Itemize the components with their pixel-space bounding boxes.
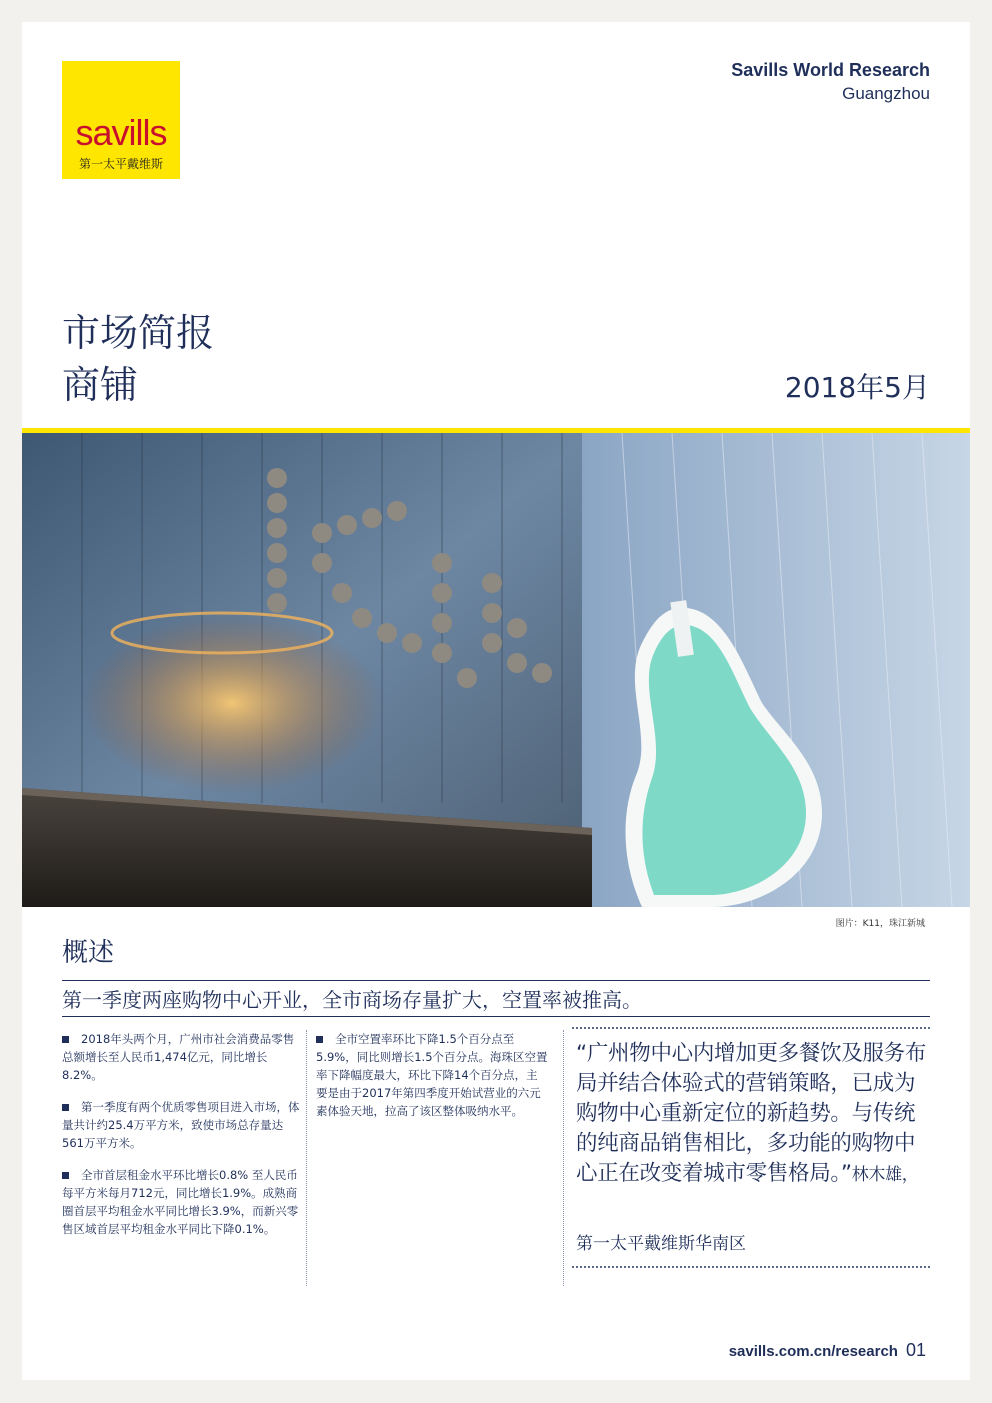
bullet-text: 全市首层租金水平环比增长0.8% 至人民币每平方米每月712元，同比增长1.9%。成熟商圈首层平均租金水平同比增长3.9%，而新兴零售区域首层平均租金水平同比下降0.1%。 [62,1168,299,1236]
brand-title: Savills World Research [731,60,930,80]
quote-text: “广州物中心内增加更多餐饮及服务布局并结合体验式的营销策略，已成为购物中心重新定位的新趋势。与传统的纯商品销售相比，多功能的购物中心正在改变着城市零售格局。” [576,1041,927,1186]
savills-logo[interactable] [62,61,180,179]
cover-photo [22,433,970,907]
brand-city: Guangzhou [842,84,930,103]
bullet-square-icon [62,1104,69,1111]
section-rule-top [62,980,930,981]
footer [729,1340,926,1361]
column-divider [306,1030,307,1286]
pull-quote [576,1039,934,1190]
bullet-item [62,1166,300,1238]
bullets-column-2 [316,1030,548,1134]
page-number: 01 [905,1340,926,1360]
report-subtitle: 商铺 [62,363,139,407]
section-subtitle: 第一季度两座购物中心开业，全市商场存量扩大，空置率被推高。 [62,988,642,1012]
column-divider [563,1030,564,1286]
photo-caption: 图片：K11，珠江新城 [835,919,925,929]
report-date: 2018年5月 [784,371,930,404]
k11-building-illustration [22,433,970,907]
bullet-text: 全市空置率环比下降1.5个百分点至5.9%，同比则增长1.5个百分点。海珠区空置率下降幅度最大，环比下降14个百分点，主要是由于2017年第四季度开始试营业的六元素体验天地，拉高了该区整体吸纳水平。 [316,1032,548,1118]
bullet-text: 2018年头两个月，广州市社会消费品零售总额增长至人民币1,474亿元，同比增长8.2%。 [62,1032,295,1082]
logo-wordmark: savills [75,112,167,153]
quote-organization: 第一太平戴维斯华南区 [576,1234,746,1254]
page [22,22,970,1380]
section-title: 概述 [62,938,115,968]
bullet-square-icon [62,1036,69,1043]
quote-rule-bottom [572,1266,930,1268]
section-rule-bottom [62,1016,930,1017]
report-title: 市场简报 [62,311,215,355]
bullet-text: 第一季度有两个优质零售项目进入市场，体量共计约25.4万平方米，致使市场总存量达561万平方米。 [62,1100,300,1150]
logo-chinese-name: 第一太平戴维斯 [78,157,163,171]
bullet-item [316,1030,548,1120]
bullet-square-icon [62,1172,69,1179]
bullets-column-1 [62,1030,300,1252]
bullet-item [62,1098,300,1152]
quote-rule-top [572,1027,930,1029]
quote-author: 林木雄， [851,1165,919,1185]
bullet-item [62,1030,300,1084]
footer-url-link[interactable]: savills.com.cn/research [728,1343,898,1360]
bullet-square-icon [316,1036,323,1043]
